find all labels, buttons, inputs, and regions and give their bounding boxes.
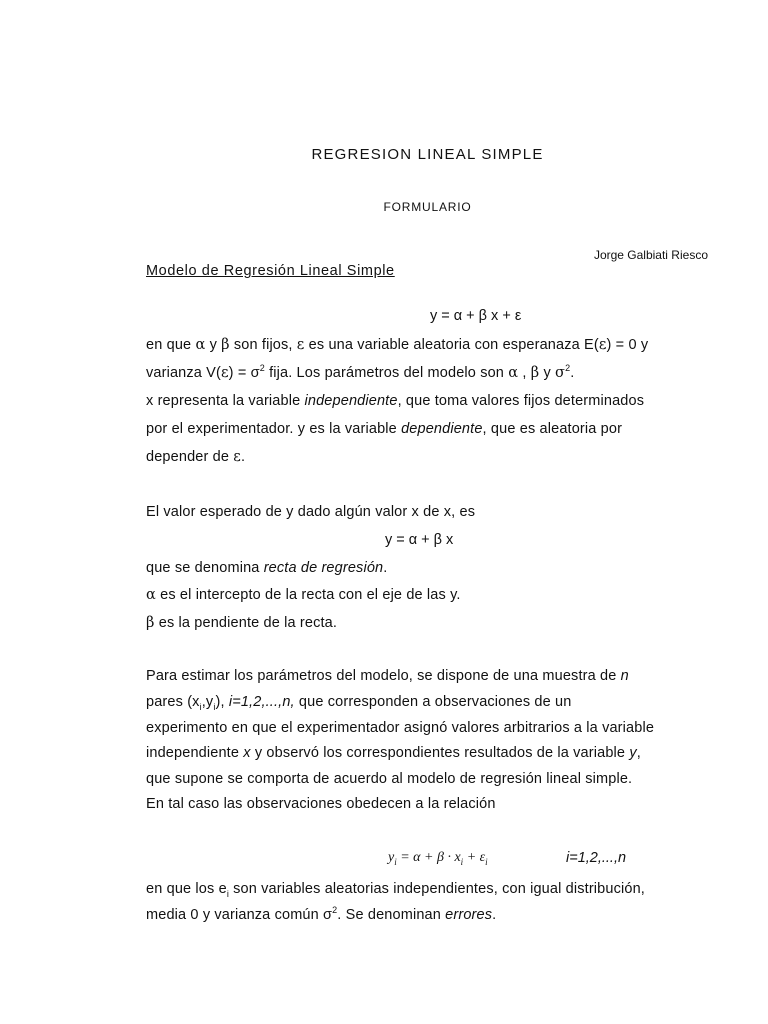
author-name: Jorge Galbiati Riesco — [593, 248, 708, 262]
model-equation: y = α + β x + ε — [430, 308, 522, 324]
section-heading: Modelo de Regresión Lineal Simple — [146, 263, 395, 279]
document-subtitle: FORMULARIO — [383, 200, 472, 214]
paragraph-line-6: El valor esperado de y dado algún valor x de x, es — [146, 504, 476, 520]
paragraph-line-16: en que los $e_i$ son variables aleatorias independientes, con igual distribución, — [146, 881, 645, 899]
paragraph-line-11: pares $(x_i,y_i)$, i=1,2,...,n, que corresponden a observaciones de un — [146, 694, 572, 712]
paragraph-line-15: En tal caso las observaciones obedecen a la relación — [146, 796, 496, 812]
paragraph-line-13: independiente x y observó los correspondientes resultados de la variable y, — [146, 745, 641, 761]
paragraph-line-8: α es el intercepto de la recta con el eje de las y. — [146, 587, 461, 603]
paragraph-line-9: β es la pendiente de la recta. — [146, 615, 338, 631]
paragraph-line-7: que se denomina recta de regresión. — [146, 560, 388, 576]
paragraph-line-2: varianza $V(\varepsilon) = \sigma^2$ fija. Los parámetros del modelo son α , β y $\sigma^2$. — [146, 363, 575, 381]
paragraph-line-3: x representa la variable independiente, que toma valores fijos determinados — [146, 393, 645, 409]
paragraph-line-14: que supone se comporta de acuerdo al modelo de regresión lineal simple. — [146, 771, 633, 787]
index-range: i=1,2,...,n — [566, 850, 627, 866]
paragraph-line-5: depender de ε. — [146, 449, 246, 465]
observation-equation: $y_i = \alpha + \beta \cdot x_i + \varepsilon_i$ — [388, 850, 488, 867]
regression-line-equation: y = α + β x — [385, 532, 454, 548]
paragraph-line-1: en que α y β son fijos, ε es una variable aleatoria con esperanaza E(ε) = 0 y — [146, 337, 649, 353]
paragraph-line-17: media 0 y varianza común $\sigma^2$. Se denominan errores. — [146, 905, 497, 923]
paragraph-line-10: Para estimar los parámetros del modelo, se dispone de una muestra de n — [146, 668, 629, 684]
paragraph-line-4: por el experimentador. y es la variable dependiente, que es aleatoria por — [146, 421, 623, 437]
paragraph-line-12: experimento en que el experimentador asignó valores arbitrarios a la variable — [146, 720, 655, 736]
document-title: REGRESION LINEAL SIMPLE — [311, 146, 544, 163]
